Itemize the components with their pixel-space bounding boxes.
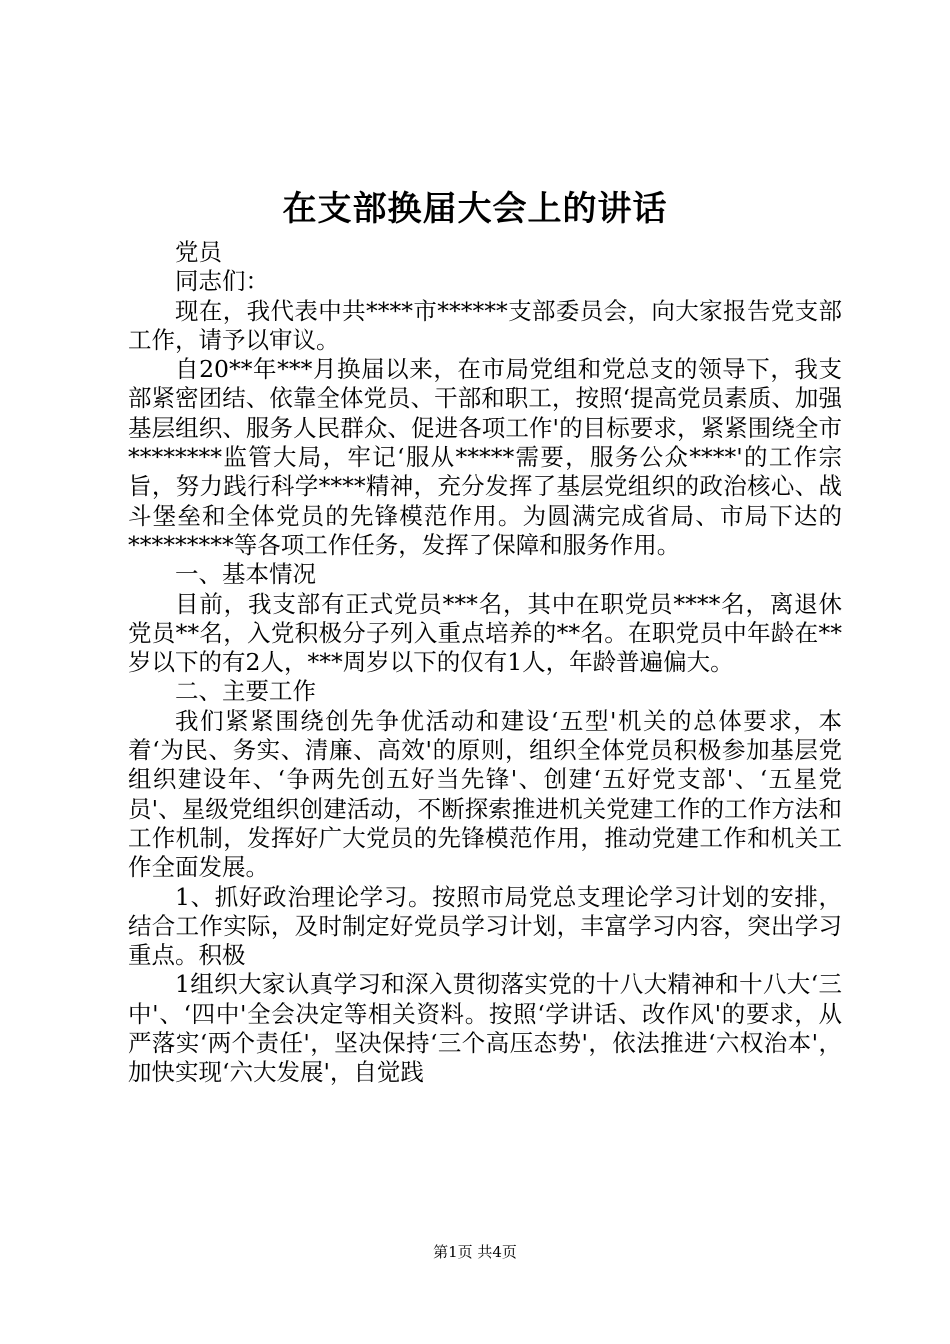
paragraph-summary: 自20**年***月换届以来，在市局党组和党总支的领导下，我支部紧密团结、依靠全体党员、干部和职工，按照‘提高党员素质、加强基层组织、服务人民群众、促进各项工作'的目标要求，紧紧围绕全市********监管大局，牢记‘服从*****需要，服务公众****'的工作宗旨，努力践行科学****精神，充分发挥了基层党组织的政治核心、战斗堡垒和全体党员的先锋模范作用。为圆满完成省局、市局下达的*********等各项工作任务，发挥了保障和服务作用。	[128, 355, 842, 559]
salutation-comrades: 同志们：	[175, 267, 269, 296]
section-heading-main-work: 二、主要工作	[175, 677, 316, 706]
document-body	[128, 238, 842, 1088]
paragraph-basic-situation: 目前，我支部有正式党员***名，其中在职党员****名，离退休党员**名，入党积极分子列入重点培养的**名。在职党员中年龄在**岁以下的有2人，***周岁以下的仅有1人，年龄普遍偏大。	[128, 589, 842, 677]
page-number-footer: 第1页 共4页	[433, 1243, 517, 1261]
document-title: 在支部换届大会上的讲话	[282, 189, 668, 229]
paragraph-theory-study: 1、抓好政治理论学习。按照市局党总支理论学习计划的安排，结合工作实际，及时制定好党员学习计划，丰富学习内容，突出学习重点。积极	[128, 882, 842, 970]
section-heading-basic-situation: 一、基本情况	[175, 560, 316, 589]
paragraph-study-organize: 1组织大家认真学习和深入贯彻落实党的十八大精神和十八大‘三中'、‘四中'全会决定等相关资料。按照‘学讲话、改作风'的要求，从严落实‘两个责任'，坚决保持‘三个高压态势'，依法推进‘六权治本'，加快实现‘六大发展'，自觉践	[128, 970, 842, 1087]
salutation-party-members: 党员	[175, 238, 222, 266]
paragraph-intro: 现在，我代表中共****市******支部委员会，向大家报告党支部工作，请予以审议。	[128, 296, 842, 354]
paragraph-main-work: 我们紧紧围绕创先争优活动和建设‘五型'机关的总体要求，本着‘为民、务实、清廉、高效'的原则，组织全体党员积极参加基层党组织建设年、‘争两先创五好当先锋'、创建‘五好党支部'、‘五星党员'、星级党组织创建活动，不断探索推进机关党建工作的工作方法和工作机制，发挥好广大党员的先锋模范作用，推动党建工作和机关工作全面发展。	[128, 706, 842, 882]
